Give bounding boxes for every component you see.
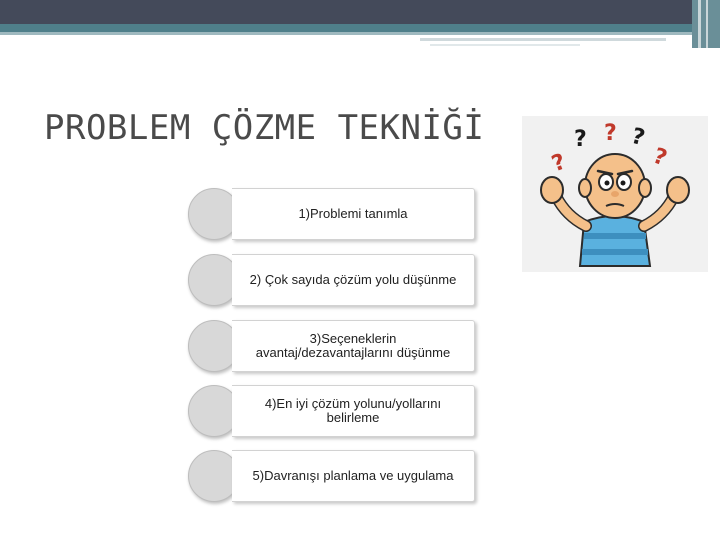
decorative-line: [420, 38, 666, 41]
step-item-1: [188, 188, 478, 240]
header-thin-line: [0, 32, 720, 35]
svg-text:?: ?: [604, 121, 617, 146]
step-box: [232, 320, 475, 372]
decorative-line: [430, 44, 580, 46]
svg-text:?: ?: [649, 143, 671, 172]
step-item-3: [188, 320, 478, 372]
step-box: [232, 188, 475, 240]
header-corner-decoration: [692, 0, 720, 48]
step-box: [232, 254, 475, 306]
step-box: [232, 450, 475, 502]
step-text: 1)Problemi tanımla: [298, 206, 408, 221]
step-text: 4)En iyi çözüm yolunu/yollarını belirleme: [264, 396, 442, 425]
confused-person-illustration: [522, 116, 708, 272]
step-item-5: [188, 450, 478, 502]
step-text: 3)Seçeneklerin avantaj/dezavantajlarını düşünme: [255, 331, 451, 360]
step-box: [232, 385, 475, 437]
svg-text:?: ?: [574, 127, 587, 152]
step-item-2: [188, 254, 478, 306]
svg-text:?: ?: [628, 123, 648, 152]
header-bar: [0, 0, 720, 24]
header-accent-bar: [0, 24, 720, 32]
step-text: 5)Davranışı planlama ve uygulama: [252, 468, 454, 483]
step-item-4: [188, 385, 478, 437]
confused-person-icon: [522, 116, 708, 272]
slide-title: PROBLEM ÇÖZME TEKNİĞİ: [44, 108, 485, 148]
step-text: 2) Çok sayıda çözüm yolu düşünme: [249, 272, 457, 287]
svg-text:?: ?: [548, 149, 570, 178]
